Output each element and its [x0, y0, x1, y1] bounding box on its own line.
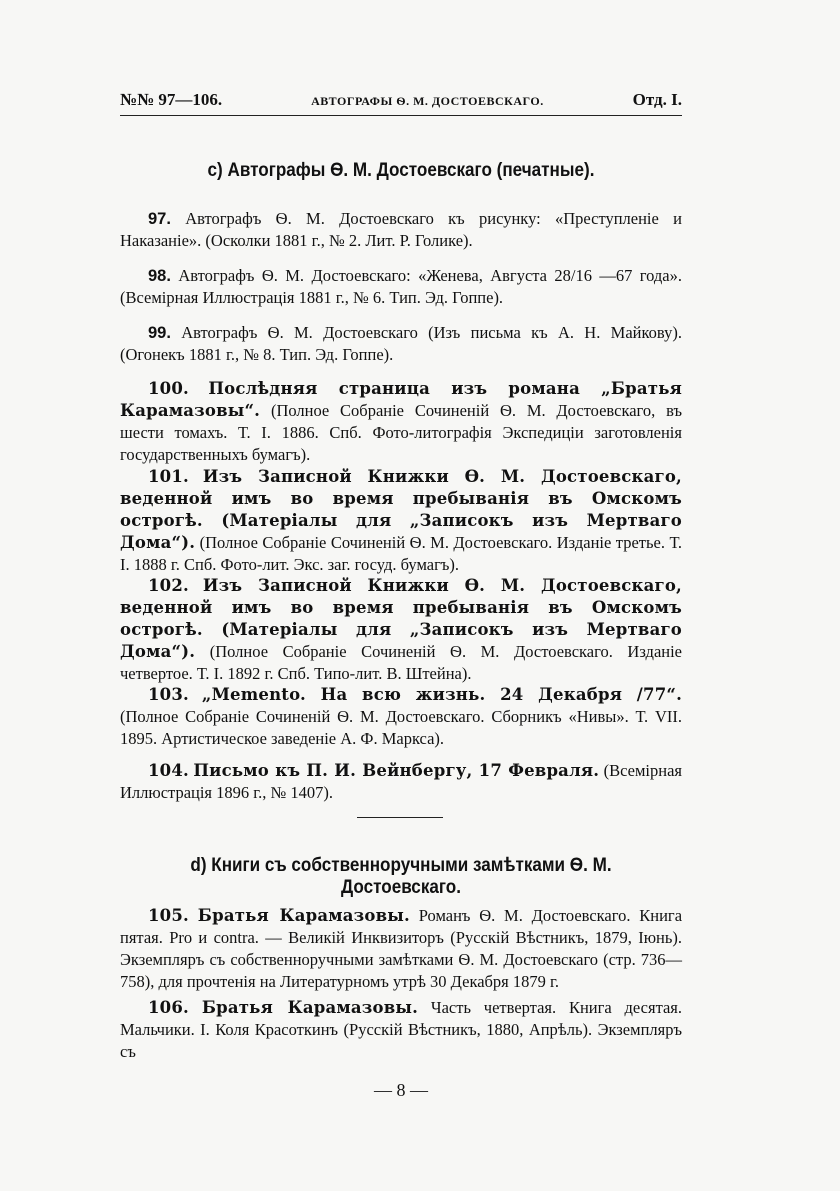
entry-text: Романъ Ѳ. М. Достоевскаго. Книга пятая. Pro и contra. — Великій Инквизиторъ (Русскій Вѣстникъ, 1879, Іюнь). Экземпляръ съ собственноручными замѣтками Ѳ. М. Достоевскаго (стр. 736—758), для прочтенія на Литературномъ утрѣ 30 Декабря 1879 г. — [120, 906, 683, 991]
catalog-entry-105 — [120, 905, 682, 993]
catalog-entry-100 — [120, 378, 682, 466]
entry-number: 102. — [148, 576, 189, 595]
entry-title: Братья Карамазовы. — [197, 906, 410, 925]
entry-title: Послѣдняя страница изъ романа „Братья Карамазовы“. — [120, 379, 683, 420]
catalog-entry-98 — [120, 265, 682, 309]
catalog-entry-106 — [120, 997, 682, 1063]
entry-number: 98. — [148, 267, 171, 285]
entry-text: (Полное Собраніе Сочиненій Ѳ. М. Достоевскаго. Изданіе третье. Т. I. 1888 г. Спб. Фото-лит. Экс. заг. госуд. бумагъ). — [120, 533, 683, 574]
catalog-entry-102 — [120, 575, 682, 685]
entry-number: 97. — [148, 210, 171, 228]
entry-number: 104. — [148, 761, 189, 780]
catalog-entry-97 — [120, 208, 682, 252]
entry-title: Изъ Записной Книжки Ѳ. М. Достоевскаго, веденной имъ во время пребыванія въ Омскомъ острогѣ. (Матеріалы для „Записокъ изъ Мертваго Дома“). — [120, 576, 682, 661]
entry-number: 106. — [148, 998, 189, 1017]
section-heading-d: d) Книги съ собственноручными замѣтками Ѳ. М. Достоевскаго. — [190, 855, 612, 898]
entry-number: 105. — [148, 906, 189, 925]
header-rule — [120, 115, 682, 116]
entry-number: 99. — [148, 324, 171, 342]
catalog-entry-99 — [120, 322, 682, 366]
running-header — [120, 90, 682, 110]
entry-title: Изъ Записной Книжки Ѳ. М. Достоевскаго, веденной имъ во время пребыванія въ Омскомъ острогѣ. (Матеріалы для „Записокъ изъ Мертваго Дома“). — [120, 467, 682, 552]
entry-number: 100. — [148, 379, 189, 398]
entry-text: Автографъ Ѳ. М. Достоевскаго къ рисунку: «Преступленіе и Наказаніе». (Осколки 1881 г., № 2. Лит. Р. Голике). — [120, 209, 682, 250]
entry-title: „Memento. На всю жизнь. 24 Декабря /77“. — [201, 685, 683, 704]
entry-text: Автографъ Ѳ. М. Достоевскаго: «Женева, Августа 28/16 —67 года». (Всемірная Иллюстрація 1881 г., № 6. Тип. Эд. Гоппе). — [120, 266, 682, 307]
entry-text: Часть четвертая. Книга десятая. Мальчики. I. Коля Красоткинъ (Русскій Вѣстникъ, 1880, Апрѣль). Экземпляръ съ — [120, 998, 683, 1061]
entry-number: 103. — [148, 685, 189, 704]
catalog-entry-101 — [120, 466, 682, 576]
entry-number: 101. — [148, 467, 189, 486]
entry-title: Братья Карамазовы. — [201, 998, 419, 1017]
catalog-entry-103 — [120, 684, 682, 750]
entry-text: Автографъ Ѳ. М. Достоевскаго (Изъ письма къ А. Н. Майкову). (Огонекъ 1881 г., № 8. Тип. Эд. Гоппе). — [120, 323, 683, 364]
entry-text: (Полное Собраніе Сочиненій Ѳ. М. Достоевскаго, въ шести томахъ. Т. I. 1886. Спб. Фото-литографія Экспедиціи заготовленія государственныхъ бумагъ). — [120, 401, 682, 464]
catalog-entry-104 — [120, 760, 682, 804]
header-title: АВТОГРАФЫ Ѳ. М. ДОСТОЕВСКАГО. — [311, 94, 544, 108]
header-entry-range: №№ 97—106. — [120, 90, 223, 109]
header-section: Отд. I. — [632, 90, 682, 109]
entry-text: (Полное Собраніе Сочиненій Ѳ. М. Достоевскаго. Изданіе четвертое. Т. I. 1892 г. Спб. Типо-лит. В. Штейна). — [120, 642, 683, 683]
entry-title: Письмо къ П. И. Вейнбергу, 17 Февраля. — [193, 761, 600, 780]
entry-text: (Всемірная Иллюстрація 1896 г., № 1407). — [120, 761, 683, 802]
page-number: — 8 — — [374, 1080, 428, 1100]
section-divider — [357, 817, 443, 818]
entry-text: (Полное Собраніе Сочиненій Ѳ. М. Достоевскаго. Сборникъ «Нивы». Т. VII. 1895. Артистическое заведеніе А. Ф. Маркса). — [120, 707, 682, 748]
section-heading-c: c) Автографы Ѳ. М. Достоевскаго (печатные). — [207, 160, 595, 181]
